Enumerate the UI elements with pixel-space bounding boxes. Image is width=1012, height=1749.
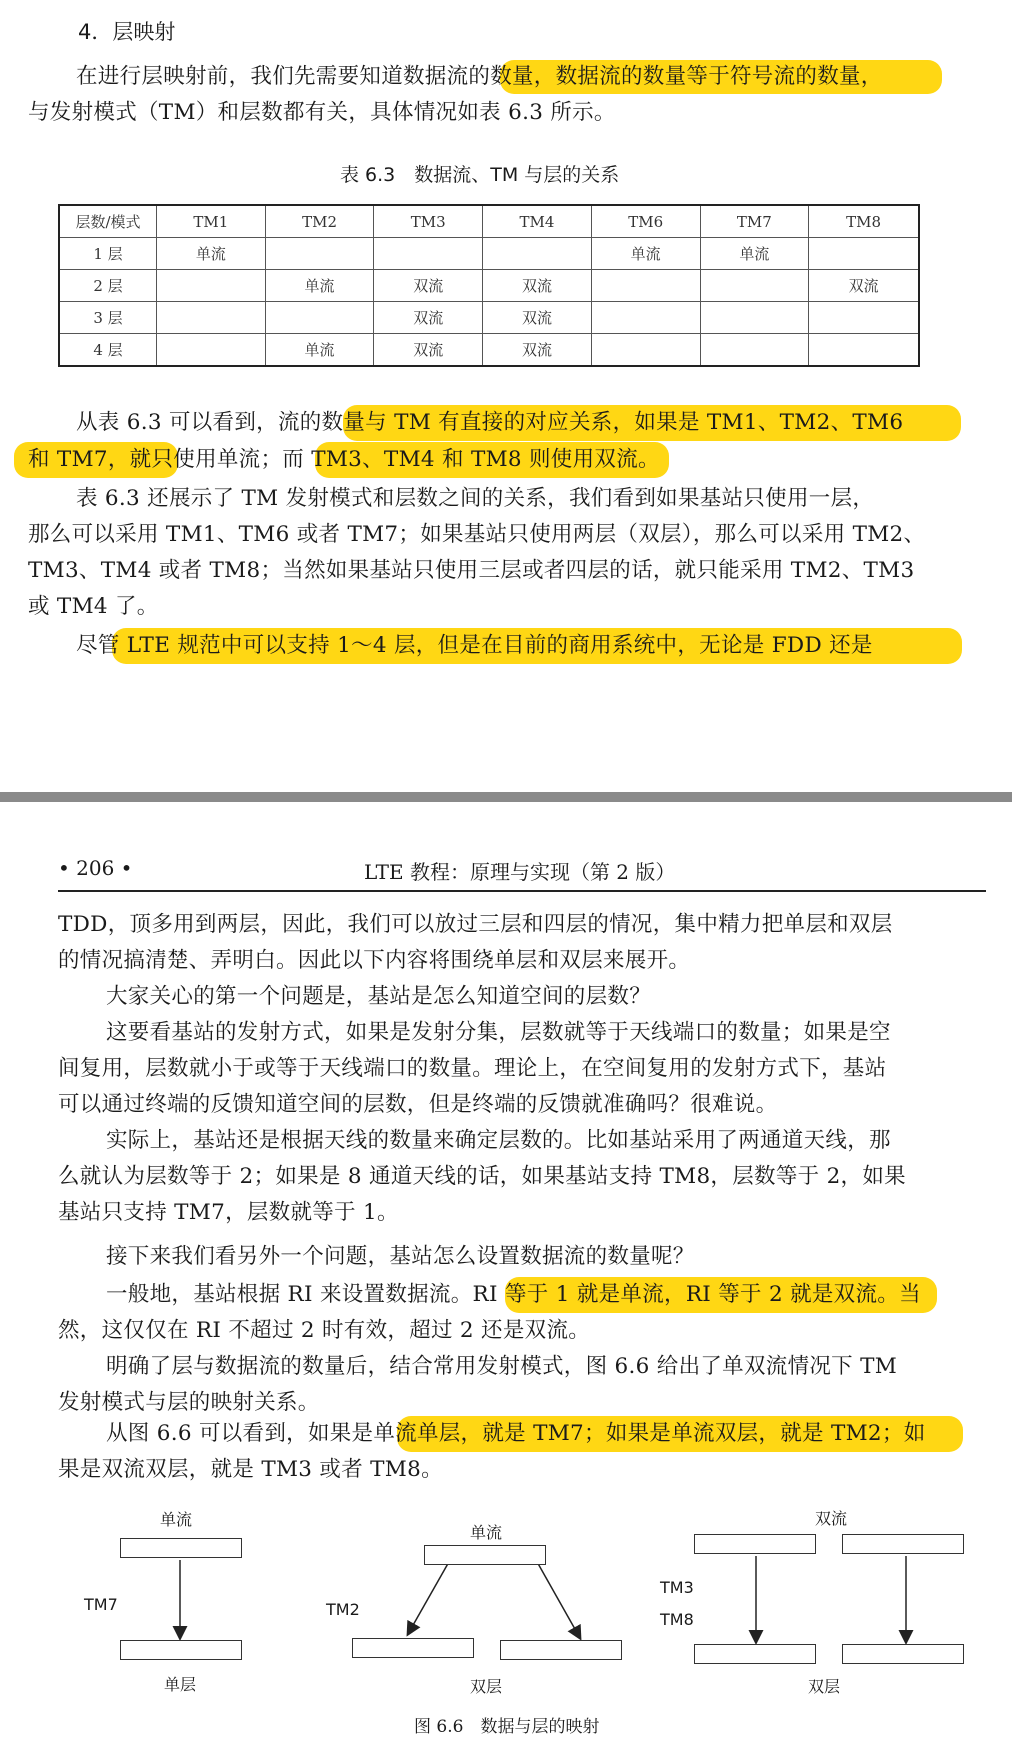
paragraph-line: 那么可以采用 TM1、TM6 或者 TM7；如果基站只使用两层（双层），那么可以采用 TM2、 xyxy=(28,522,926,547)
table-header-cell: 层数/模式 xyxy=(59,205,157,238)
table-cell: 单流 xyxy=(700,238,809,270)
table-cell: 双流 xyxy=(374,334,483,367)
paragraph-line: 可以通过终端的反馈知道空间的层数，但是终端的反馈就准确吗？很难说。 xyxy=(58,1092,778,1117)
paragraph-line: 尽管 LTE 规范中可以支持 1～4 层，但是在目前的商用系统中，无论是 FDD 还是 xyxy=(76,633,873,658)
table-cell: 单流 xyxy=(265,270,374,302)
paragraph-line: TM3、TM4 或者 TM8；当然如果基站只使用三层或者四层的话，就只能采用 TM2、TM3 xyxy=(28,558,915,583)
table-header-cell: TM3 xyxy=(374,205,483,238)
table-header-cell: TM1 xyxy=(157,205,266,238)
paragraph-line: 明确了层与数据流的数量后，结合常用发射模式，图 6.6 给出了单双流情况下 TM xyxy=(106,1354,898,1379)
arrow-line xyxy=(408,1560,450,1634)
section-title: 4．层映射 xyxy=(78,20,176,44)
table-caption: 表 6.3 数据流、TM 与层的关系 xyxy=(340,164,620,186)
stream-box xyxy=(694,1534,816,1554)
paragraph-line: 然，这仅仅在 RI 不超过 2 时有效，超过 2 还是双流。 xyxy=(58,1318,591,1343)
mode-label: TM8 xyxy=(660,1610,694,1629)
layer-box xyxy=(500,1640,622,1660)
table-cell: 双流 xyxy=(809,270,919,302)
paragraph-line: 实际上，基站还是根据天线的数量来确定层数的。比如基站采用了两通道天线，那 xyxy=(106,1128,891,1153)
paragraph-line: 果是双流双层，就是 TM3 或者 TM8。 xyxy=(58,1457,443,1482)
stream-label: 单流 xyxy=(160,1510,193,1529)
layer-label: 双层 xyxy=(470,1677,503,1696)
table-cell: 双流 xyxy=(374,270,483,302)
stream-box xyxy=(424,1545,546,1565)
layer-box xyxy=(352,1638,474,1658)
layer-box xyxy=(120,1640,242,1660)
table-header-cell: TM6 xyxy=(591,205,700,238)
table-cell: 3 层 xyxy=(59,302,157,334)
arrow-line xyxy=(536,1560,580,1638)
mode-label: TM7 xyxy=(84,1595,118,1614)
stream-label: 单流 xyxy=(470,1523,503,1542)
mode-label: TM2 xyxy=(326,1600,360,1619)
paragraph-line: 这要看基站的发射方式，如果是发射分集，层数就等于天线端口的数量；如果是空 xyxy=(106,1020,891,1045)
paragraph-line: 在进行层映射前，我们先需要知道数据流的数量，数据流的数量等于符号流的数量， xyxy=(76,64,883,89)
page-number: • 206 • xyxy=(58,856,133,880)
paragraph-line: 么就认为层数等于 2；如果是 8 通道天线的话，如果基站支持 TM8，层数等于 2，如果 xyxy=(58,1164,906,1189)
table-cell: 双流 xyxy=(483,302,592,334)
book-title: LTE 教程：原理与实现（第 2 版） xyxy=(364,860,676,884)
table-header-cell: TM4 xyxy=(483,205,592,238)
paragraph-line: 与发射模式（TM）和层数都有关，具体情况如表 6.3 所示。 xyxy=(28,100,616,125)
table-cell: 双流 xyxy=(374,302,483,334)
table-cell: 1 层 xyxy=(59,238,157,270)
paragraph-line: 或 TM4 了。 xyxy=(28,594,159,619)
layer-box xyxy=(694,1644,816,1664)
table-cell: 单流 xyxy=(157,238,266,270)
layer-label: 双层 xyxy=(808,1677,841,1696)
paragraph-line: 间复用，层数就小于或等于天线端口的数量。理论上，在空间复用的发射方式下，基站 xyxy=(58,1056,887,1081)
layer-label: 单层 xyxy=(164,1675,197,1694)
paragraph-line: 一般地，基站根据 RI 来设置数据流。RI 等于 1 就是单流，RI 等于 2 就是双流。当 xyxy=(106,1282,921,1307)
paragraph-line: TDD，顶多用到两层，因此，我们可以放过三层和四层的情况，集中精力把单层和双层 xyxy=(58,912,893,937)
table-cell: 双流 xyxy=(483,334,592,367)
mode-label: TM3 xyxy=(660,1578,694,1597)
paragraph-line: 接下来我们看另外一个问题，基站怎么设置数据流的数量呢？ xyxy=(106,1244,695,1269)
table-cell: 2 层 xyxy=(59,270,157,302)
table-header-cell: TM8 xyxy=(809,205,919,238)
table-header-cell: TM7 xyxy=(700,205,809,238)
table-cell: 单流 xyxy=(591,238,700,270)
paragraph-line: 发射模式与层的映射关系。 xyxy=(58,1390,320,1415)
paragraph-line: 大家关心的第一个问题是，基站是怎么知道空间的层数？ xyxy=(106,984,652,1009)
stream-label: 双流 xyxy=(815,1509,848,1528)
paragraph-line: 和 TM7，就只使用单流；而 TM3、TM4 和 TM8 则使用双流。 xyxy=(28,447,660,472)
layer-box xyxy=(842,1644,964,1664)
stream-box xyxy=(842,1534,964,1554)
table-header-cell: TM2 xyxy=(265,205,374,238)
table-cell: 双流 xyxy=(483,270,592,302)
figure-caption: 图 6.6 数据与层的映射 xyxy=(414,1717,600,1737)
paragraph-line: 的情况搞清楚、弄明白。因此以下内容将围绕单层和双层来展开。 xyxy=(58,948,691,973)
table-cell: 4 层 xyxy=(59,334,157,367)
paragraph-line: 从图 6.6 可以看到，如果是单流单层，就是 TM7；如果是单流双层，就是 TM2；如 xyxy=(106,1421,926,1446)
paragraph-line: 基站只支持 TM7，层数就等于 1。 xyxy=(58,1200,399,1225)
stream-box xyxy=(120,1538,242,1558)
table-cell: 单流 xyxy=(265,334,374,367)
paragraph-line: 从表 6.3 可以看到，流的数量与 TM 有直接的对应关系，如果是 TM1、TM2、TM6 xyxy=(76,410,904,435)
paragraph-line: 表 6.3 还展示了 TM 发射模式和层数之间的关系，我们看到如果基站只使用一层， xyxy=(76,486,875,511)
